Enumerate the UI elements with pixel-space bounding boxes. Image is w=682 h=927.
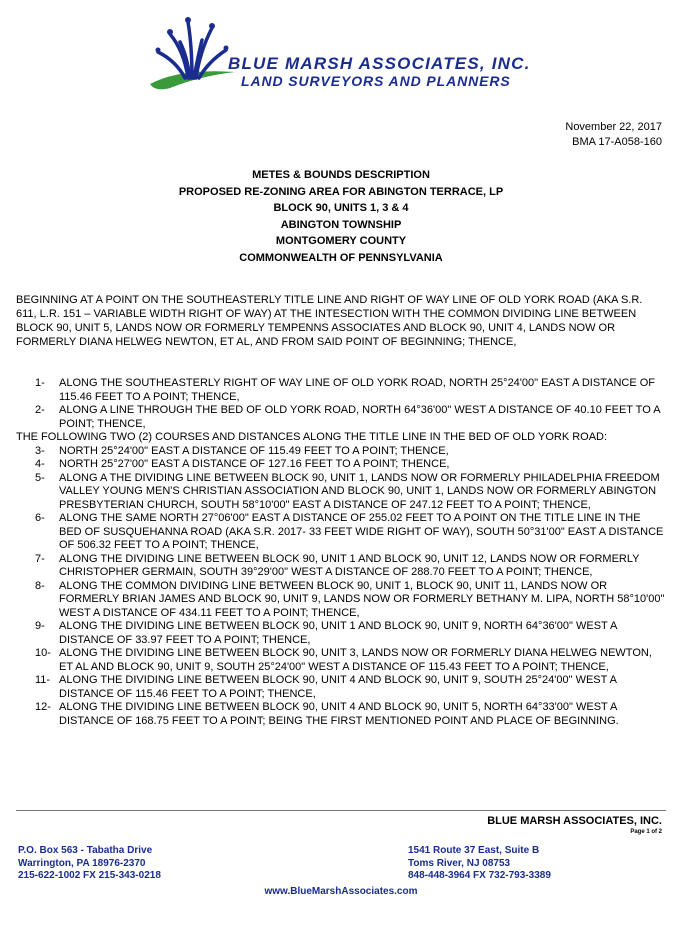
course-text: ALONG A LINE THROUGH THE BED OF OLD YORK ROAD, NORTH 64°36'00" WEST A DISTANCE OF 40.10 FEET TO A POINT; THENCE, (59, 404, 660, 430)
course-number: 11- (35, 674, 51, 686)
course-item (16, 580, 666, 621)
title-line: MONTGOMERY COUNTY (275, 235, 407, 247)
intro-paragraph: BEGINNING AT A POINT ON THE SOUTHEASTERLY TITLE LINE AND RIGHT OF WAY LINE OF OLD YORK ROAD (AKA S.R. 611, L.R. 151 – VARIABLE WIDTH RIGHT OF WAY) AT THE INTESECTION WITH THE COMMON DIVIDING LINE BETWEEN BLOCK 90, UNIT 5, LANDS NOW OR FORMERLY TEMPENNS ASSOCIATES AND BLOCK 90, UNIT 4, LANDS NOW OR FORMERLY DIANA HELWEG NEWTON, ET AL, AND FROM SAID POINT OF BEGINNING; THENCE, (16, 294, 643, 348)
footer-divider (16, 810, 666, 811)
logo-company-name: BLUE MARSH ASSOCIATES, INC. (228, 54, 531, 73)
pa-office-address (18, 845, 161, 883)
course-item (16, 445, 666, 459)
course-item (16, 647, 666, 674)
marsh-grass-logo-icon (140, 6, 240, 96)
course-text: ALONG A THE DIVIDING LINE BETWEEN BLOCK 90, UNIT 1, LANDS NOW OR FORMERLY PHILADELPHIA FREEDOM VALLEY YOUNG MEN'S CHRISTIAN ASSOCIATION AND BLOCK 90, UNIT 1, LANDS NOW OR FORMERLY ABINGTON PRESBYTERIAN CHURCH, SOUTH 58°10'00" EAST A DISTANCE OF 247.12 FEET TO A POINT; THENCE, (59, 471, 660, 511)
title-line: METES & BOUNDS DESCRIPTION (252, 169, 430, 181)
page-number: Page 1 of 2 (630, 829, 662, 835)
course-text: NORTH 25°27'00" EAST A DISTANCE OF 127.16 FEET TO A POINT; THENCE, (59, 458, 450, 470)
course-number: 6- (35, 512, 45, 524)
company-logo (140, 6, 540, 96)
course-item (16, 512, 666, 553)
title-line: ABINGTON TOWNSHIP (280, 218, 402, 231)
phone-fax-line: 848-448-3964 FX 732-793-3389 (408, 870, 551, 881)
document-date: November 22, 2017 (565, 121, 662, 133)
course-number: 1- (35, 377, 45, 389)
course-number: 4- (35, 458, 45, 470)
course-item (16, 458, 666, 472)
course-number: 7- (35, 552, 45, 565)
course-text: ALONG THE COMMON DIVIDING LINE BETWEEN BLOCK 90, UNIT 1, BLOCK 90, UNIT 11, LANDS NOW OR FORMERLY BRIAN JAMES AND BLOCK 90, UNIT 9, LANDS NOW OR FORMERLY BETHANY M. LIPA, NORTH 58°10'00" WEST A DISTANCE OF 434.11 FEET TO A POINT; THENCE, (59, 579, 665, 619)
date-reference-block (565, 120, 662, 150)
course-text: ALONG THE DIVIDING LINE BETWEEN BLOCK 90, UNIT 4 AND BLOCK 90, UNIT 9, SOUTH 25°24'00" WEST A DISTANCE OF 115.46 FEET TO A POINT; THENCE, (59, 674, 617, 700)
phone-fax-line: 215-622-1002 FX 215-343-0218 (18, 870, 161, 881)
nj-office-address (408, 845, 551, 883)
address-line: Toms River, NJ 08753 (408, 857, 511, 869)
course-text: NORTH 25°24'00" EAST A DISTANCE OF 115.49 FEET TO A POINT; THENCE, (59, 444, 449, 457)
address-line: Warrington, PA 18976-2370 (18, 857, 146, 869)
title-line: PROPOSED RE-ZONING AREA FOR ABINGTON TERRACE, LP (178, 185, 504, 198)
courses-intertext: THE FOLLOWING TWO (2) COURSES AND DISTANCES ALONG THE TITLE LINE IN THE BED OF OLD YORK ROAD: (16, 431, 608, 443)
course-item (16, 472, 666, 513)
course-item (16, 553, 666, 580)
title-line: COMMONWEALTH OF PENNSYLVANIA (239, 251, 443, 264)
course-number: 12- (35, 701, 51, 713)
address-line: 1541 Route 37 East, Suite B (408, 845, 540, 856)
course-number: 2- (35, 404, 45, 416)
logo-tagline: LAND SURVEYORS AND PLANNERS (241, 73, 511, 89)
course-number: 3- (35, 444, 45, 457)
course-number: 9- (35, 620, 45, 632)
document-reference: BMA 17-A058-160 (572, 136, 662, 148)
course-item (16, 377, 666, 404)
footer-company-name: BLUE MARSH ASSOCIATES, INC. (487, 815, 662, 827)
course-number: 5- (35, 471, 45, 484)
course-text: ALONG THE SOUTHEASTERLY RIGHT OF WAY LINE OF OLD YORK ROAD, NORTH 25°24'00" EAST A DISTANCE OF 115.46 FEET TO A POINT; THENCE, (59, 377, 655, 403)
course-number: 10- (35, 647, 51, 659)
course-item (16, 674, 666, 701)
course-text: ALONG THE DIVIDING LINE BETWEEN BLOCK 90, UNIT 3, LANDS NOW OR FORMERLY DIANA HELWEG NEWTON, ET AL AND BLOCK 90, UNIT 9, SOUTH 25°24'00" WEST A DISTANCE OF 115.43 FEET TO A POINT; THENCE, (59, 647, 652, 673)
course-text: ALONG THE SAME NORTH 27°06'00" EAST A DISTANCE OF 255.02 FEET TO A POINT ON THE TITLE LINE IN THE BED OF SUSQUEHANNA ROAD (AKA S.R. 2017- 33 FEET WIDE RIGHT OF WAY), SOUTH 50°31'00" EAST A DISTANCE OF 506.32 FEET TO A POINT; THENCE, (59, 512, 664, 551)
title-line: BLOCK 90, UNITS 1, 3 & 4 (273, 202, 409, 214)
course-text: ALONG THE DIVIDING LINE BETWEEN BLOCK 90, UNIT 1 AND BLOCK 90, UNIT 9, NORTH 64°36'00" WEST A DISTANCE OF 33.97 FEET TO A POINT; THENCE, (59, 620, 617, 646)
courses-list (16, 377, 666, 728)
website-link[interactable]: www.BlueMarshAssociates.com (264, 886, 418, 897)
document-title-block (0, 167, 682, 266)
course-text: ALONG THE DIVIDING LINE BETWEEN BLOCK 90, UNIT 4 AND BLOCK 90, UNIT 5, NORTH 64°33'00" WEST A DISTANCE OF 168.75 FEET TO A POINT; BEING THE FIRST MENTIONED POINT AND PLACE OF BEGINNING. (59, 701, 619, 727)
address-line: P.O. Box 563 - Tabatha Drive (18, 845, 153, 856)
course-number: 8- (35, 579, 45, 592)
course-item (16, 404, 666, 431)
course-item (16, 620, 666, 647)
course-text: ALONG THE DIVIDING LINE BETWEEN BLOCK 90, UNIT 1 AND BLOCK 90, UNIT 12, LANDS NOW OR FORMERLY CHRISTOPHER GERMAIN, SOUTH 39°29'00" WEST A DISTANCE OF 288.70 FEET TO A POINT; THENCE, (59, 552, 640, 578)
course-item (16, 701, 666, 728)
